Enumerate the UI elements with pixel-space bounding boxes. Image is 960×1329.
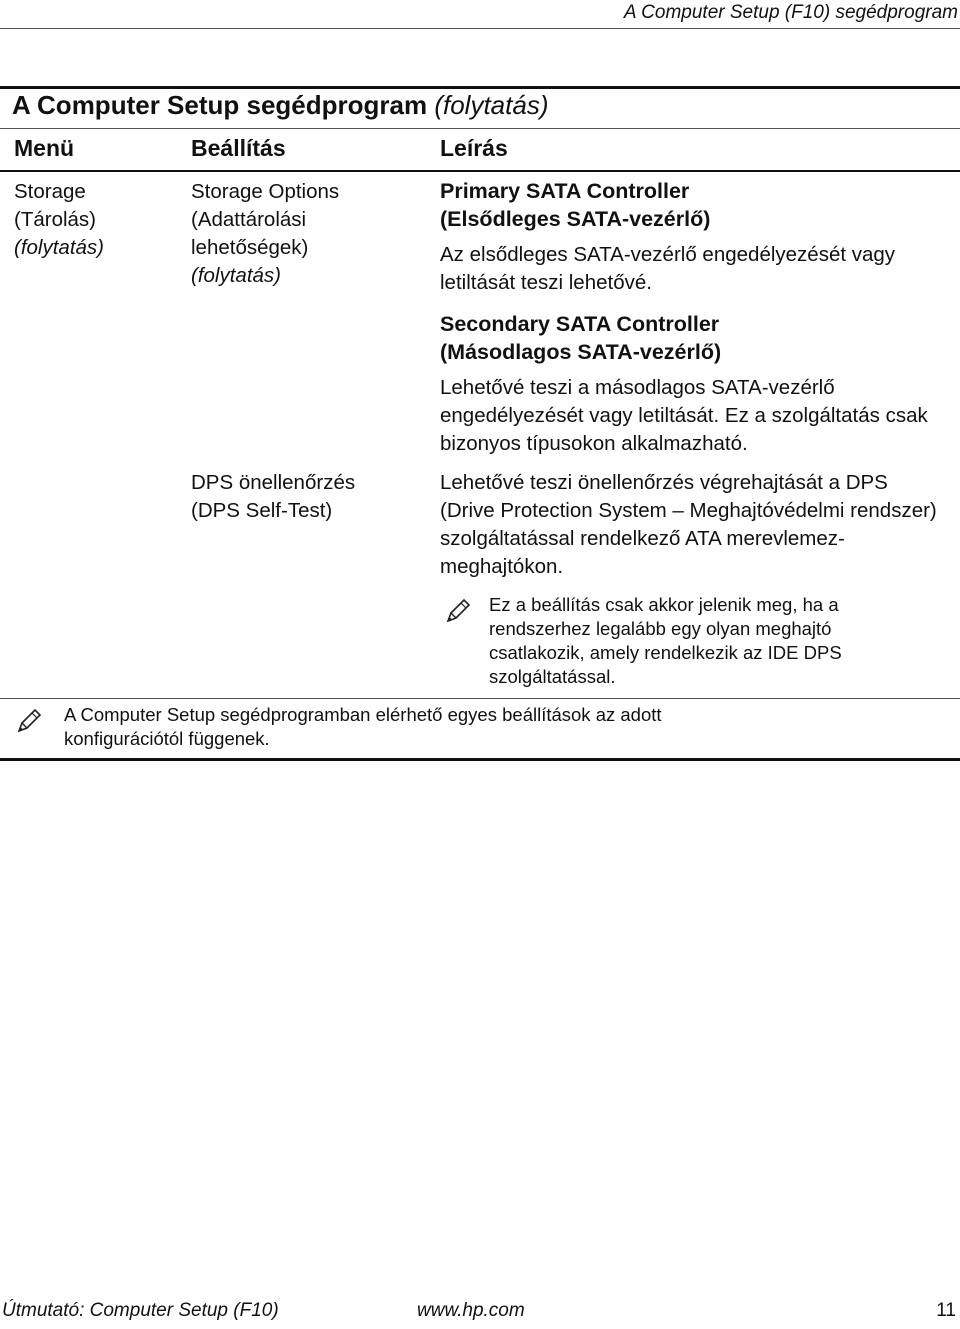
pencil-note-icon [443,596,473,626]
table-title-main: A Computer Setup segédprogram [12,90,428,120]
table-top-rule [0,86,960,89]
setting-cell-dps-self-test [191,469,426,525]
primary-sata-title-hu: (Elsődleges SATA-vezérlő) [440,207,711,231]
table-inner-rule [0,698,960,699]
menu-cell-storage [14,178,174,262]
title-rule [0,128,960,129]
setting-line: Storage Options [191,180,340,203]
setting-line: DPS önellenőrzés [191,471,356,494]
header-row-rule [0,170,960,172]
header-rule [0,28,960,29]
description-primary-sata [440,177,945,297]
running-header: A Computer Setup (F10) segédprogram [623,2,958,23]
menu-cell-line: Storage [14,180,86,203]
secondary-sata-title: Secondary SATA Controller [440,312,720,336]
footer-website: www.hp.com [417,1300,525,1321]
column-header-setting: Beállítás [191,135,286,161]
setting-line: lehetőségek) [191,236,309,259]
secondary-sata-title-hu: (Másodlagos SATA-vezérlő) [440,340,722,364]
column-header-menu: Menü [14,135,75,161]
table-note-text: A Computer Setup segédprogramban elérhető egyes beállítások az adott konfigurációtól függenek. [64,704,662,749]
table-title [12,90,548,121]
menu-cell-line: (Tárolás) [14,208,97,231]
setting-continued: (folytatás) [191,264,281,287]
primary-sata-text: Az elsődleges SATA-vezérlő engedélyezését vagy letiltását teszi lehetővé. [440,243,896,294]
column-header-description: Leírás [440,135,508,161]
secondary-sata-text: Lehetővé teszi a másodlagos SATA-vezérlő engedélyezését vagy letiltását. Ez a szolgáltatás csak bizonyos típusokon alkalmazható. [440,376,928,455]
footer-guide-title: Útmutató: Computer Setup (F10) [2,1300,279,1321]
pencil-note-icon [14,706,44,736]
footer-page-number: 11 [936,1300,956,1321]
setting-cell-storage-options [191,178,426,290]
dps-self-test-text: Lehetővé teszi önellenőrzés végrehajtását a DPS (Drive Protection System – Meghajtóvédelmi rendszer) szolgáltatással rendelkező ATA merevlemez-meghajtókon. [440,471,937,578]
description-secondary-sata [440,310,945,458]
table-bottom-rule [0,758,960,761]
menu-cell-continued: (folytatás) [14,236,104,259]
setting-line: (Adattárolási [191,208,307,231]
primary-sata-title: Primary SATA Controller [440,179,690,203]
setting-line: (DPS Self-Test) [191,499,333,522]
table-title-continued: (folytatás) [434,90,549,120]
dps-note-text: Ez a beállítás csak akkor jelenik meg, ha a rendszerhez legalább egy olyan meghajtó csatlakozik, amely rendelkezik az IDE DPS szolgáltatással. [489,594,842,687]
